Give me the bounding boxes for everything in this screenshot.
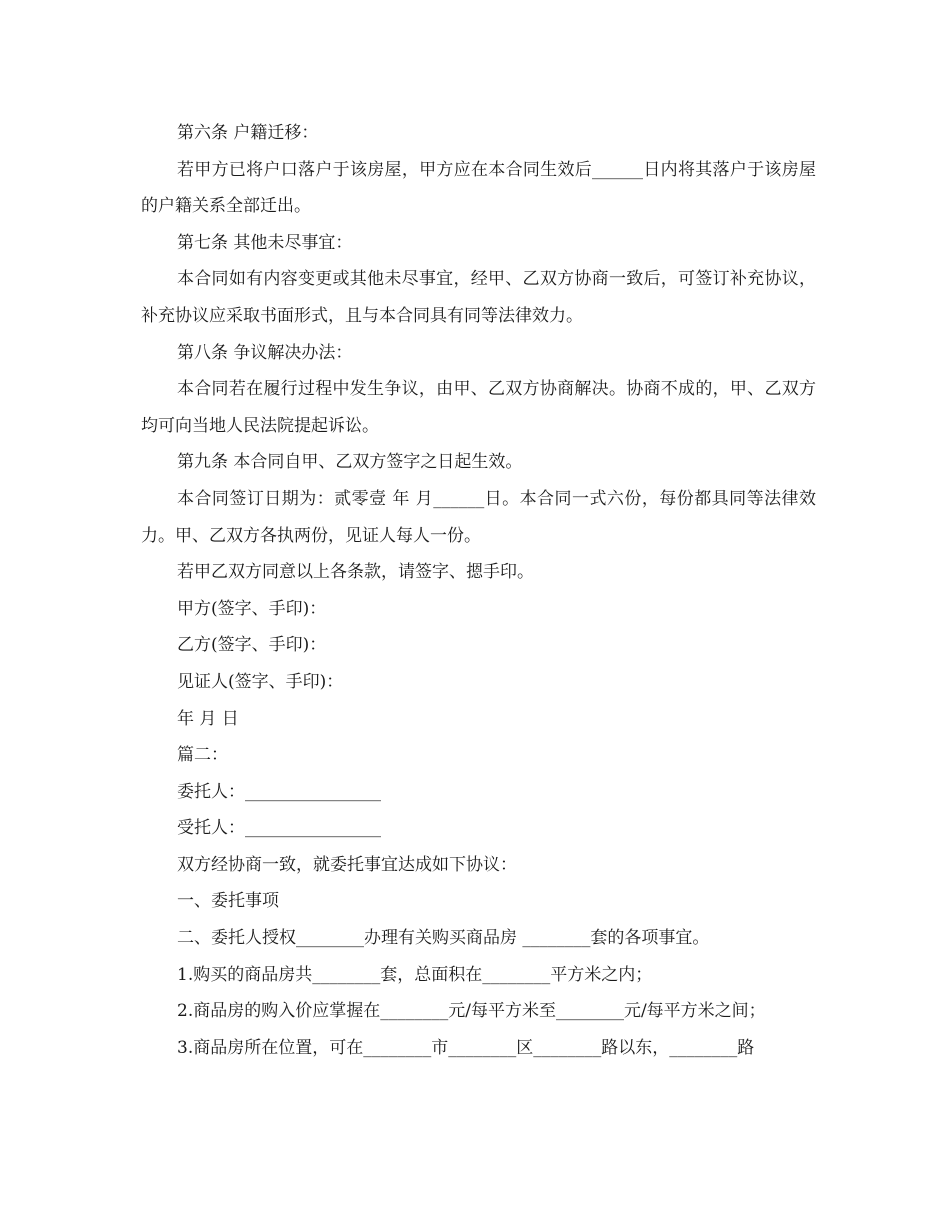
item-1-heading: 一、委托事项: [177, 891, 279, 912]
party-a-signature-line: 甲方(签字、手印)：: [177, 598, 327, 619]
article-7-heading: 第七条 其他未尽事宜：: [177, 232, 353, 253]
article-8-text: 本合同若在履行过程中发生争议，由甲、乙双方协商解决。协商不成的，甲、乙双方均可向当地人民法院提起诉讼。: [141, 379, 816, 436]
article-8-heading: 第八条 争议解决办法：: [177, 342, 353, 363]
article-9-text: 第九条 本合同自甲、乙双方签字之日起生效。: [177, 452, 523, 473]
witness-signature-line: 见证人(签字、手印)：: [177, 671, 344, 692]
clause-2-price: 2.商品房的购入价应掌握在________元/每平方米至________元/每平方米之间；: [177, 1001, 766, 1022]
party-b-signature-line: 乙方(签字、手印)：: [177, 635, 327, 656]
principal-line: 委托人：________________: [177, 781, 381, 802]
article-6-text: 若甲方已将户口落户于该房屋，甲方应在本合同生效后______日内将其落户于该房屋的户籍关系全部迁出。: [141, 159, 816, 217]
date-line: 年 月 日: [177, 708, 239, 729]
signing-date-text: 本合同签订日期为：贰零壹 年 月______日。本合同一式六份，每份都具同等法律效力。甲、乙双方各执两份，见证人每人一份。: [141, 488, 816, 546]
agreement-intro: 双方经协商一致，就委托事宜达成如下协议：: [177, 854, 517, 875]
item-2-authorization: 二、委托人授权________办理有关购买商品房 ________套的各项事宜。: [177, 928, 710, 949]
clause-3-location: 3.商品房所在位置，可在________市________区________路以东，________路: [177, 1037, 755, 1058]
article-7-text: 本合同如有内容变更或其他未尽事宜，经甲、乙双方协商一致后，可签订补充协议，补充协议应采取书面形式，且与本合同具有同等法律效力。: [141, 269, 816, 326]
article-6-heading: 第六条 户籍迁移：: [177, 123, 319, 143]
document-body: [141, 115, 816, 1066]
agent-line: 受托人：________________: [177, 818, 381, 839]
consent-text: 若甲乙双方同意以上各条款，请签字、摁手印。: [177, 562, 534, 583]
section-2-heading: 篇二：: [177, 745, 228, 766]
clause-1-quantity: 1.购买的商品房共________套，总面积在________平方米之内；: [177, 964, 653, 985]
